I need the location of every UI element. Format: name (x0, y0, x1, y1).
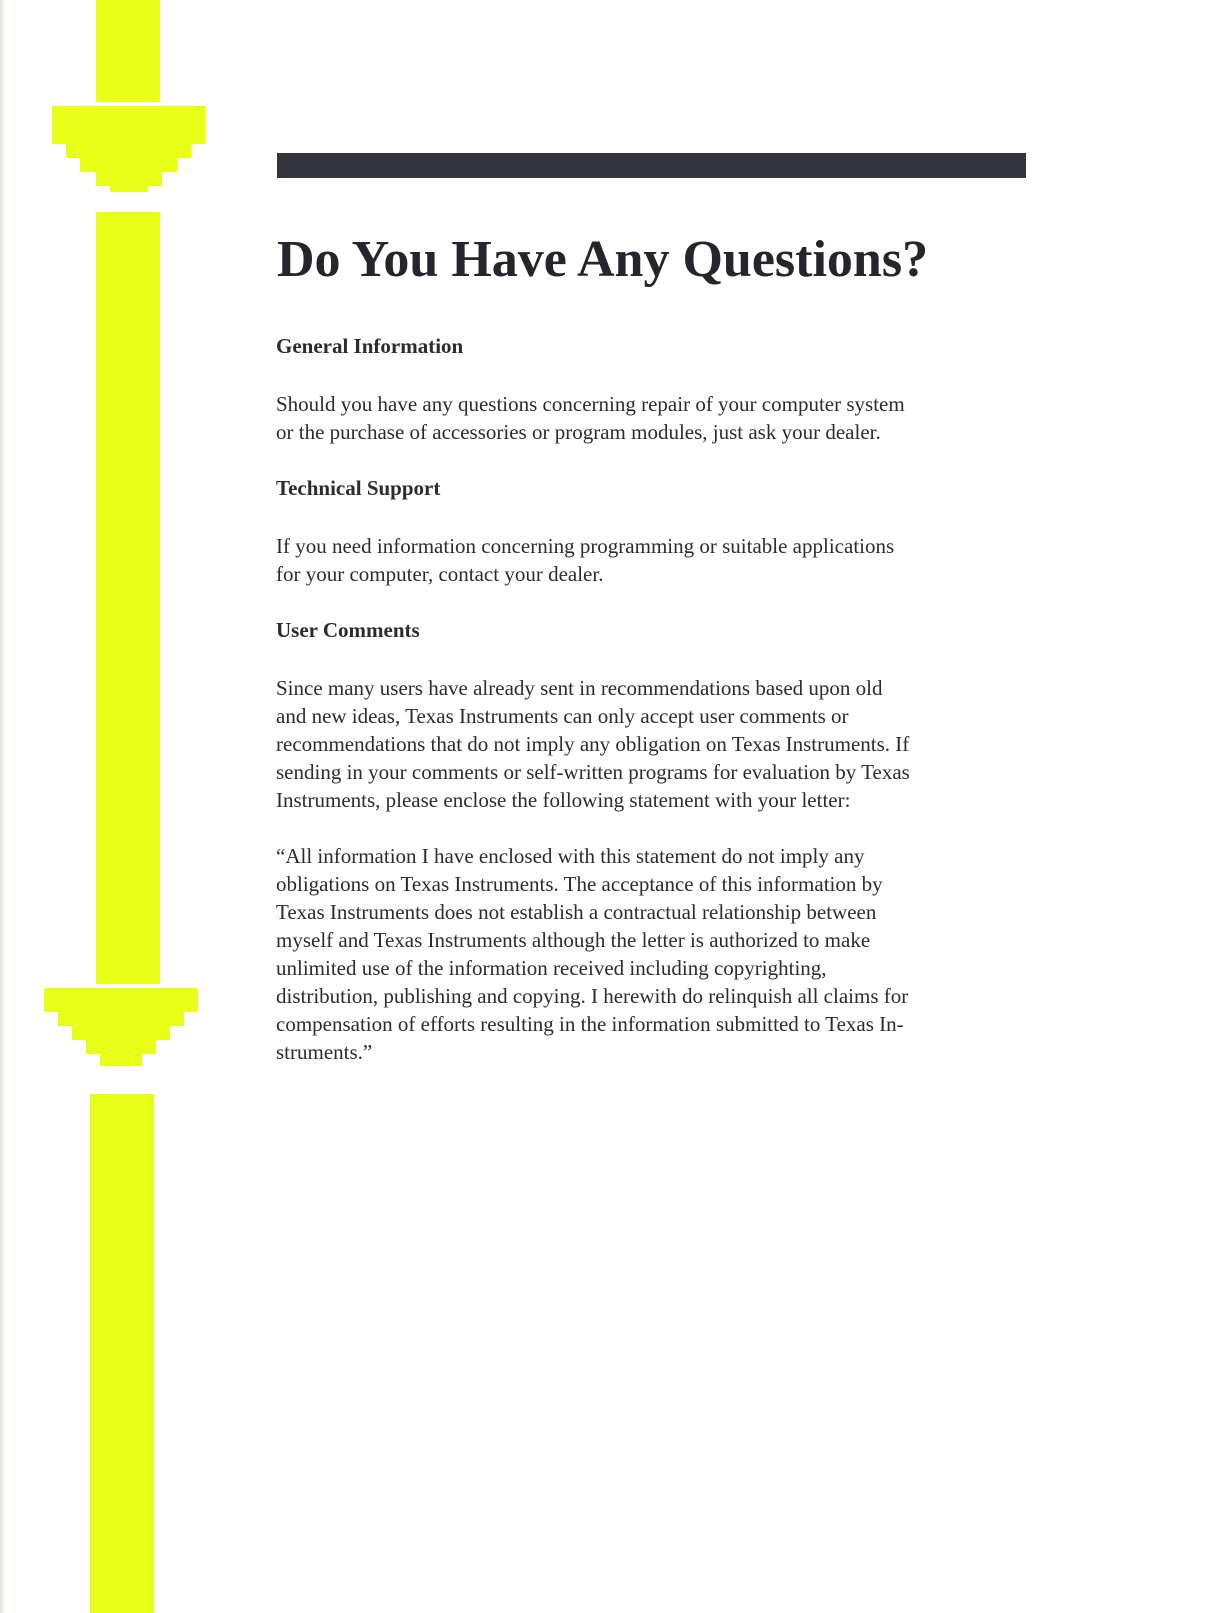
main-content (276, 332, 1036, 1066)
quote-line: struments.” (276, 1040, 373, 1064)
quote-line: unlimited use of the information received including copyrighting, (276, 956, 827, 980)
yellow-bar-segment-bottom (90, 1094, 154, 1613)
statement-quote (276, 842, 1036, 1066)
page-title: Do You Have Any Questions? (277, 231, 929, 288)
down-arrow-icon-bottom (44, 988, 198, 1066)
section-body (276, 674, 1036, 814)
down-arrow-icon-top (52, 106, 205, 192)
quote-line: compensation of efforts resulting in the information submitted to Texas In- (276, 1012, 904, 1036)
quote-line: obligations on Texas Instruments. The acceptance of this information by (276, 872, 883, 896)
quote-line: “All information I have enclosed with this statement do not imply any (276, 844, 865, 868)
body-line: Since many users have already sent in recommendations based upon old (276, 676, 883, 700)
yellow-bar-segment-top (96, 0, 160, 102)
section-heading: Technical Support (276, 476, 441, 500)
body-line: sending in your comments or self-written programs for evaluation by Texas (276, 760, 910, 784)
body-line: and new ideas, Texas Instruments can only accept user comments or (276, 704, 849, 728)
section-heading: User Comments (276, 618, 420, 642)
quote-line: distribution, publishing and copying. I herewith do relinquish all claims for (276, 984, 909, 1008)
section-technical-support (276, 474, 1036, 588)
yellow-arrow-bar-decoration (0, 0, 220, 1613)
section-general-information (276, 332, 1036, 446)
body-line: Instruments, please enclose the following statement with your letter: (276, 788, 851, 812)
body-line: or the purchase of accessories or program modules, just ask your dealer. (276, 420, 881, 444)
section-body (276, 532, 1036, 588)
section-heading: General Information (276, 334, 464, 358)
header-rule (277, 153, 1026, 178)
body-line: Should you have any questions concerning repair of your computer system (276, 392, 905, 416)
body-line: If you need information concerning programming or suitable applications (276, 534, 895, 558)
section-user-comments (276, 616, 1036, 1066)
yellow-bar-segment-middle (96, 212, 160, 984)
body-line: recommendations that do not imply any obligation on Texas Instruments. If (276, 732, 910, 756)
body-line: for your computer, contact your dealer. (276, 562, 604, 586)
section-body (276, 390, 1036, 446)
quote-line: Texas Instruments does not establish a contractual relationship between (276, 900, 877, 924)
quote-line: myself and Texas Instruments although the letter is authorized to make (276, 928, 871, 952)
